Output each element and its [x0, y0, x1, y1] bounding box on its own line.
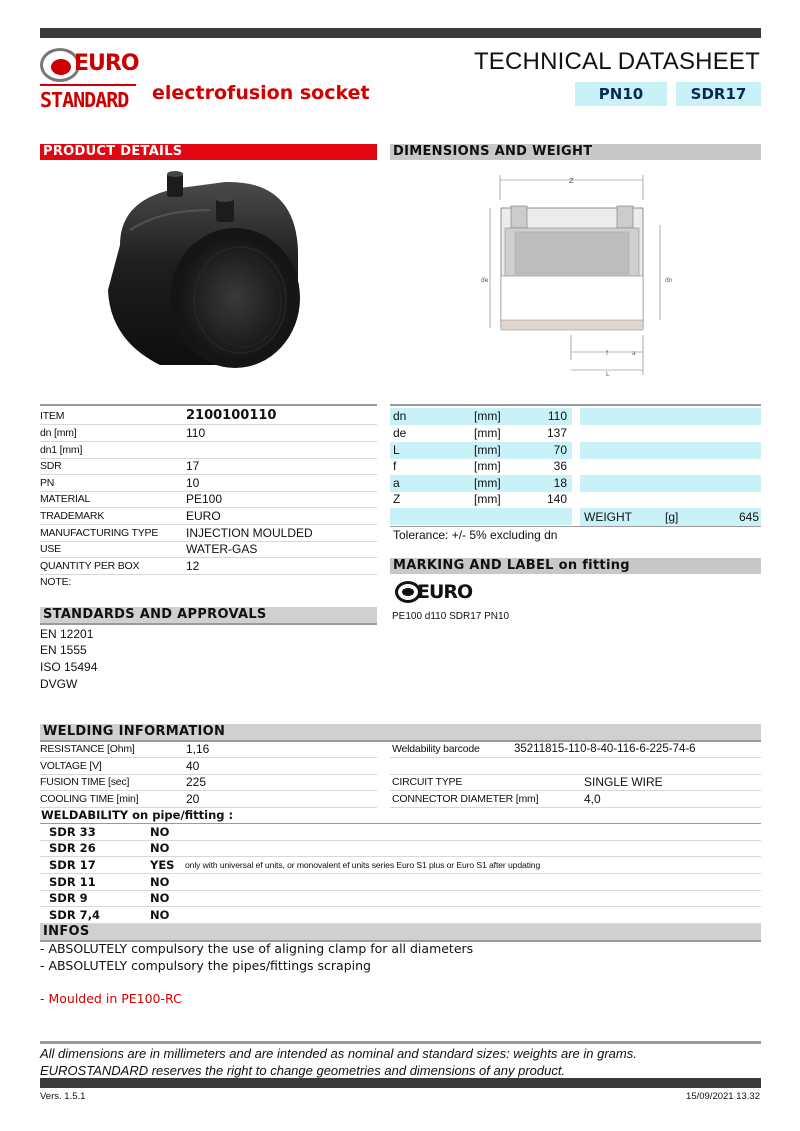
table-row: VOLTAGE [V] 40 — [40, 758, 377, 775]
eurostandard-logo — [40, 44, 140, 116]
weight-row: WEIGHT [g] 645 — [580, 508, 761, 526]
socket-product-image — [100, 170, 320, 380]
table-row: SDR 33 NO — [40, 824, 761, 841]
table-row: SDR 11 NO — [40, 874, 761, 891]
section-standards: STANDARDS AND APPROVALS — [40, 607, 377, 623]
badge-sdr: SDR17 — [676, 82, 761, 106]
table-row — [390, 758, 761, 775]
top-bar — [40, 28, 761, 38]
table-row: f [mm] 36 — [393, 459, 567, 473]
drawing-f-label: f — [606, 350, 609, 357]
section-welding: WELDING INFORMATION — [40, 724, 761, 740]
badge-pn: PN10 — [575, 82, 667, 106]
section-dimensions-weight: DIMENSIONS AND WEIGHT — [390, 144, 761, 160]
product-name: electrofusion socket — [152, 82, 370, 104]
section-marking: MARKING AND LABEL on fitting — [390, 558, 761, 574]
table-row: Weldability barcode 35211815-110-8-40-116-6-225-74-6 — [390, 741, 761, 758]
standard-item: EN 12201 — [40, 627, 94, 641]
table-row: NOTE: — [40, 576, 72, 588]
drawing-l-label: L — [606, 371, 610, 378]
table-row: dn [mm] 110 — [390, 408, 572, 425]
info-item-red: - Moulded in PE100-RC — [40, 991, 182, 1006]
table-row: USE WATER-GAS — [40, 541, 377, 558]
doc-title: TECHNICAL DATASHEET — [473, 48, 760, 75]
tolerance-note: Tolerance: +/- 5% excluding dn — [393, 528, 558, 542]
dimension-drawing — [475, 170, 700, 385]
table-row: SDR 7,4 NO — [40, 907, 761, 924]
table-row: SDR 17 — [40, 458, 377, 475]
bottom-bar — [40, 1078, 761, 1088]
table-row: PN 10 — [40, 475, 377, 492]
weldability-barcode: 35211815-110-8-40-116-6-225-74-6 — [514, 743, 696, 755]
item-code: 2100100110 — [186, 408, 277, 423]
weldability-heading: WELDABILITY on pipe/fitting : — [41, 808, 234, 822]
table-row: QUANTITY PER BOX 12 — [40, 558, 377, 575]
table-row: SDR 17 YES only with universal ef units, or monovalent ef units series Euro S1 plus or Euro S1 after updating — [40, 857, 761, 874]
logo-standard-text: STANDARD — [40, 88, 129, 112]
table-row: dn1 [mm] — [40, 442, 377, 459]
drawing-dn-label: dn — [665, 277, 673, 284]
info-item: - ABSOLUTELY compulsory the pipes/fittings scraping — [40, 958, 371, 973]
table-row: CONNECTOR DIAMETER [mm] 4,0 — [390, 791, 761, 808]
version: Vers. 1.5.1 — [40, 1091, 86, 1102]
table-row: ITEM 2100100110 — [40, 408, 377, 425]
drawing-z-label: Z — [569, 177, 574, 185]
section-product-details: PRODUCT DETAILS — [40, 144, 377, 160]
info-item: - ABSOLUTELY compulsory the use of aligning clamp for all diameters — [40, 941, 474, 956]
marking-logo: EURO — [395, 580, 467, 604]
table-row: a [mm] 18 — [390, 475, 572, 492]
standard-item: ISO 15494 — [40, 660, 98, 674]
print-date: 15/09/2021 13.32 — [686, 1091, 760, 1102]
table-row: FUSION TIME [sec] 225 — [40, 774, 377, 791]
table-row: MATERIAL PE100 — [40, 491, 377, 508]
footer-disclaimer-2: EUROSTANDARD reserves the right to change geometries and dimensions of any product. — [40, 1063, 566, 1078]
table-row: COOLING TIME [min] 20 — [40, 791, 377, 808]
table-row: CIRCUIT TYPE SINGLE WIRE — [390, 774, 761, 791]
table-row: SDR 26 NO — [40, 840, 761, 857]
weight-value: 645 — [738, 510, 759, 524]
table-row: L [mm] 70 — [390, 442, 572, 459]
table-row — [390, 508, 572, 525]
drawing-de-label: de — [481, 277, 489, 284]
drawing-a-label: a — [632, 350, 636, 357]
table-row: MANUFACTURING TYPE INJECTION MOULDED — [40, 525, 377, 542]
table-row: SDR 9 NO — [40, 890, 761, 907]
section-infos: INFOS — [40, 924, 761, 940]
standard-item: DVGW — [40, 677, 78, 691]
table-row: de [mm] 137 — [393, 426, 567, 440]
standard-item: EN 1555 — [40, 643, 87, 657]
footer-disclaimer-1: All dimensions are in millimeters and are intended as nominal and standard sizes: weights are in grams. — [40, 1046, 637, 1061]
table-row: Z [mm] 140 — [393, 492, 567, 506]
table-row: TRADEMARK EURO — [40, 508, 377, 525]
table-row: dn [mm] 110 — [40, 425, 377, 442]
table-row: RESISTANCE [Ohm] 1,16 — [40, 741, 377, 758]
logo-euro-text: EURO — [74, 51, 139, 76]
marking-text: PE100 d110 SDR17 PN10 — [392, 611, 510, 622]
